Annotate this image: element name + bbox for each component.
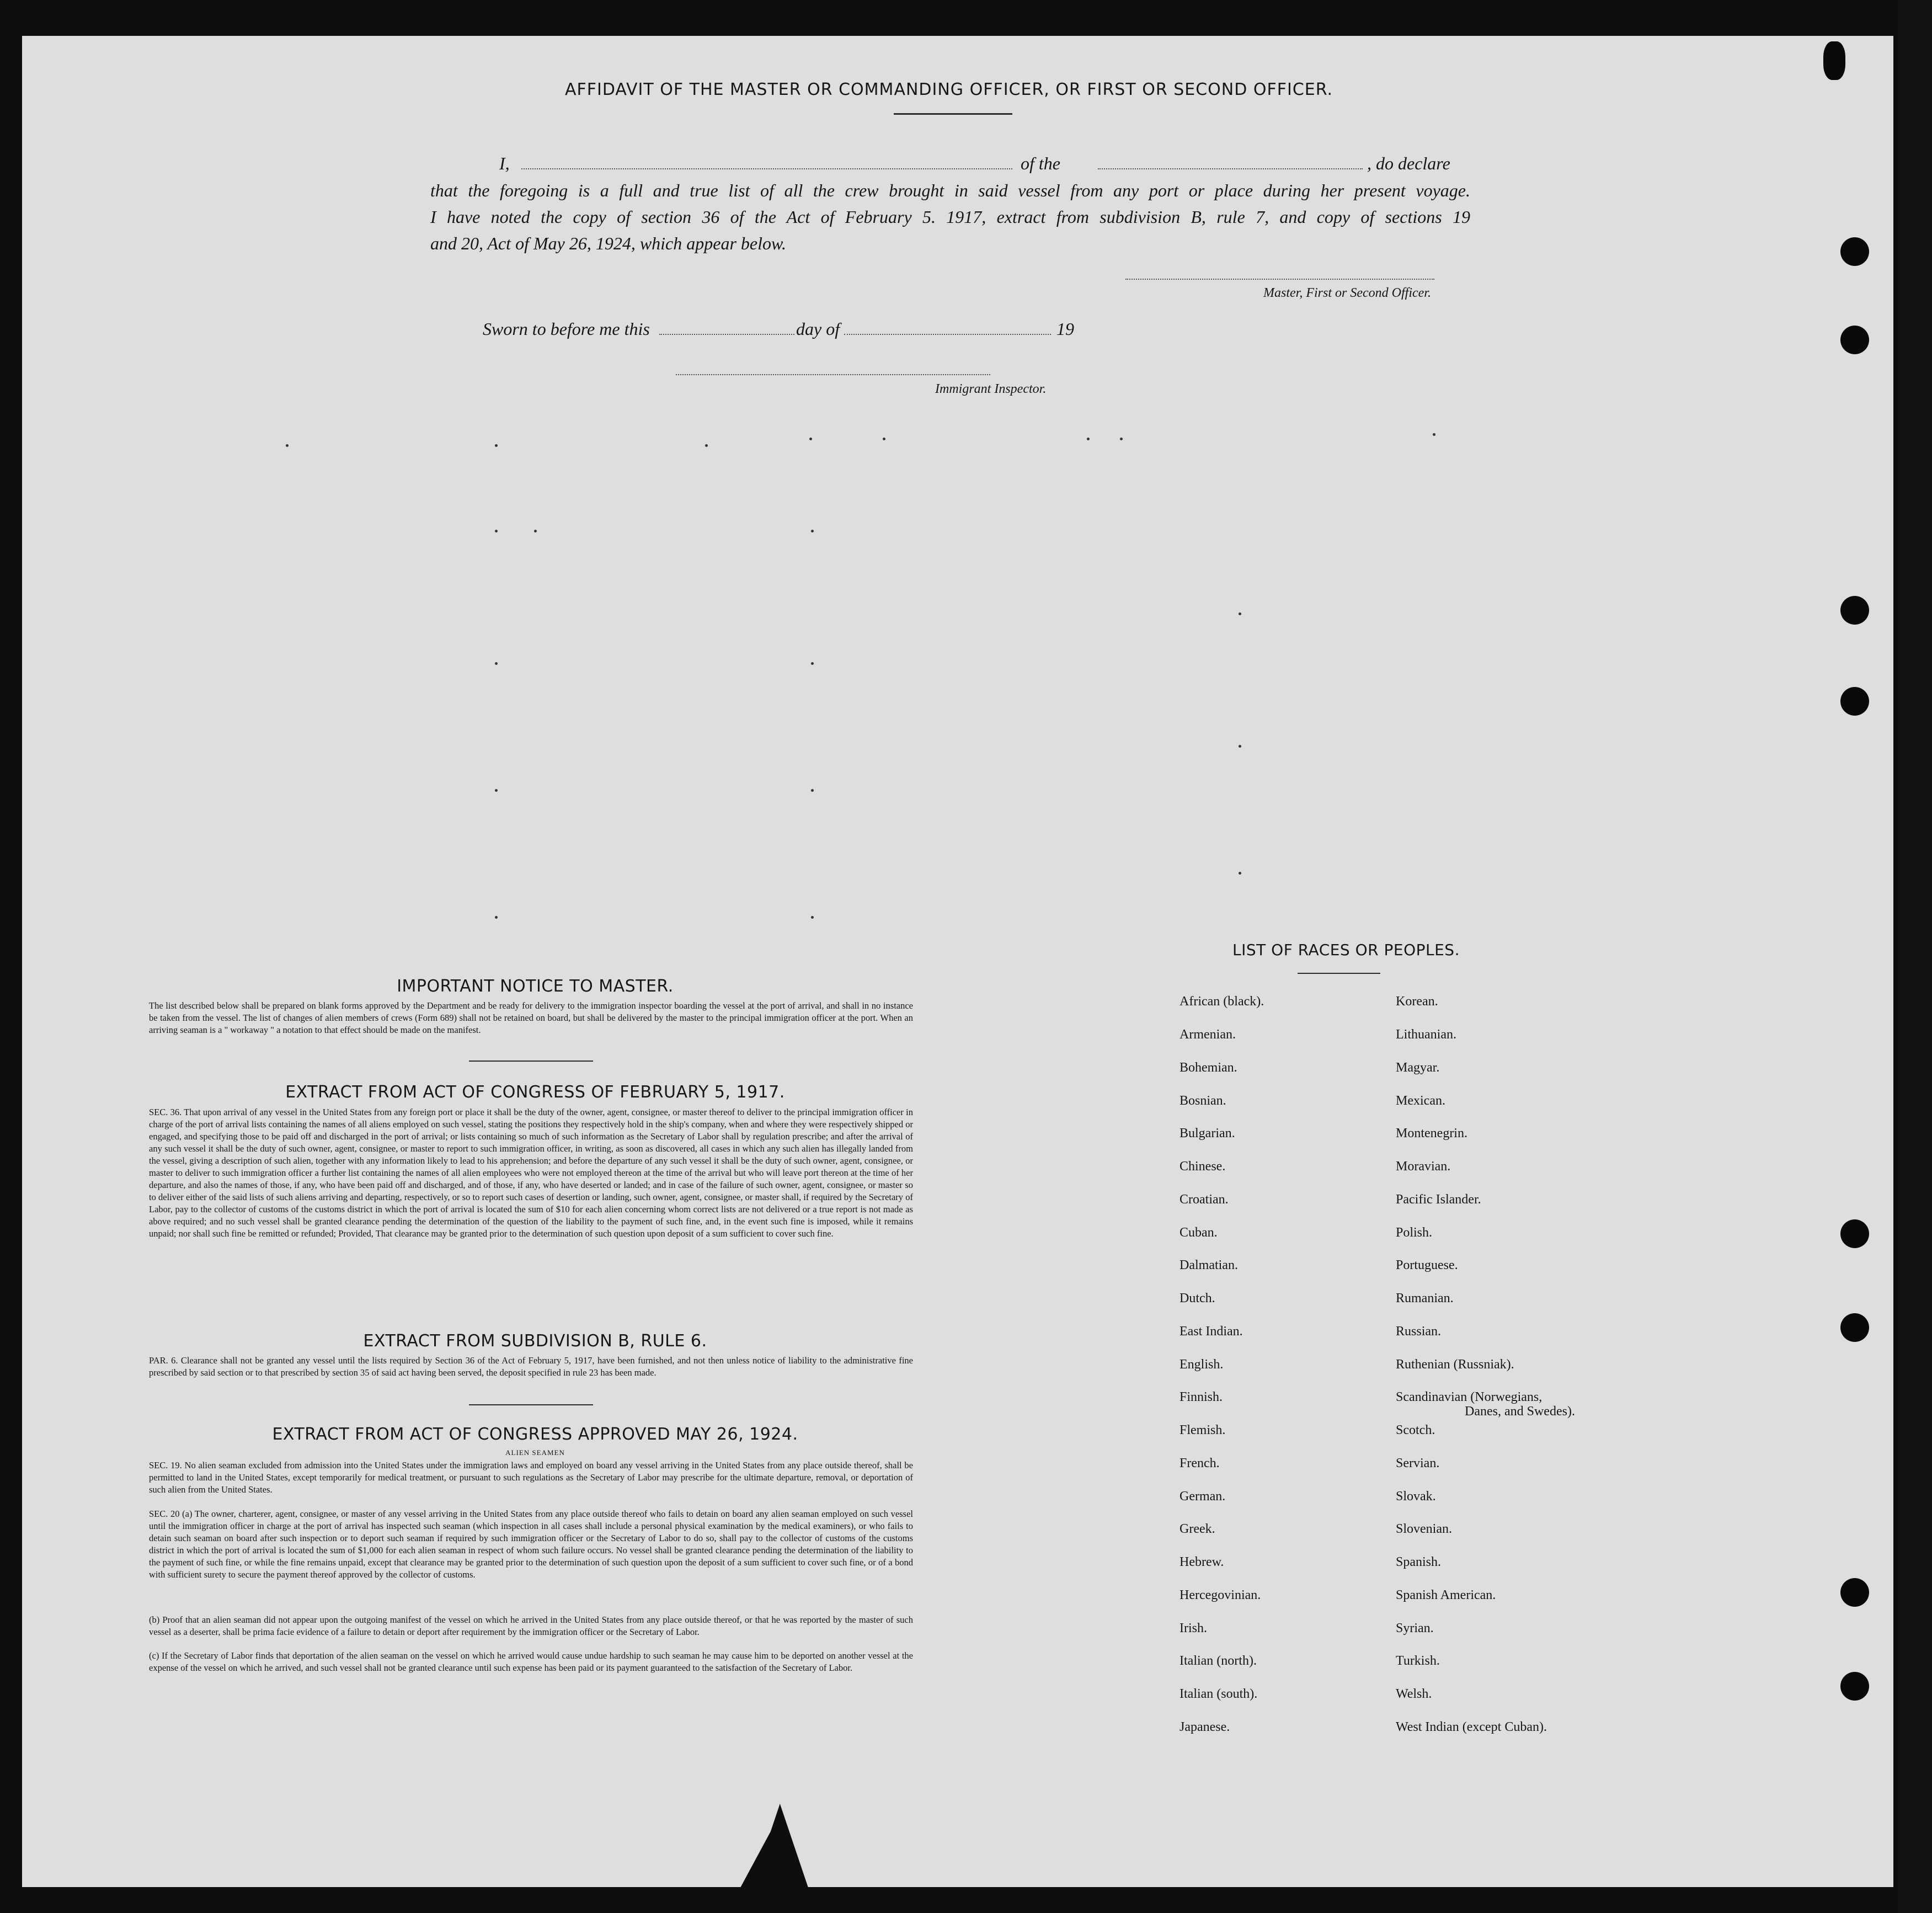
- race-left: Dutch.: [1180, 1291, 1215, 1305]
- affidavit-of-the: of the: [1021, 153, 1060, 173]
- race-right: Scotch.: [1396, 1423, 1435, 1437]
- punch-hole: [1840, 237, 1869, 266]
- faint-mark: [1239, 745, 1241, 748]
- section-rule: [469, 1404, 593, 1405]
- faint-mark: [1120, 438, 1123, 440]
- faint-mark: [811, 662, 814, 665]
- faint-mark: [1239, 612, 1241, 615]
- sworn-day-field[interactable]: [659, 334, 794, 335]
- punch-hole: [1823, 41, 1845, 80]
- race-left: Italian (north).: [1180, 1654, 1257, 1668]
- race-left: African (black).: [1180, 994, 1264, 1009]
- sworn-day-label: day of: [796, 319, 840, 339]
- race-right: Russian.: [1396, 1324, 1442, 1339]
- alien-seamen-subtitle: ALIEN SEAMEN: [505, 1448, 565, 1457]
- race-left: Croatian.: [1180, 1192, 1229, 1207]
- race-right: Magyar.: [1396, 1061, 1440, 1075]
- faint-mark: [495, 530, 498, 532]
- race-right: Polish.: [1396, 1225, 1433, 1240]
- race-left: East Indian.: [1180, 1324, 1243, 1339]
- faint-mark: [1239, 872, 1241, 875]
- race-right: Servian.: [1396, 1456, 1440, 1470]
- race-right: Mexican.: [1396, 1094, 1445, 1108]
- punch-hole: [1840, 1672, 1869, 1701]
- race-right: Scandinavian (Norwegians,: [1396, 1390, 1543, 1404]
- signature-line[interactable]: [1125, 279, 1434, 280]
- faint-mark: [1433, 433, 1435, 436]
- race-right: Montenegrin.: [1396, 1126, 1467, 1141]
- race-right: Slovenian.: [1396, 1522, 1452, 1536]
- race-left: Hebrew.: [1180, 1555, 1224, 1569]
- faint-mark: [811, 530, 814, 532]
- race-left: Italian (south).: [1180, 1687, 1258, 1701]
- race-left: Armenian.: [1180, 1027, 1236, 1042]
- faint-mark: [1087, 438, 1090, 440]
- faint-mark: [495, 662, 498, 665]
- race-left: Bulgarian.: [1180, 1126, 1235, 1141]
- race-right: Pacific Islander.: [1396, 1192, 1481, 1207]
- vessel-field[interactable]: [1098, 168, 1363, 169]
- scan-edge: [1898, 0, 1932, 1913]
- race-left: Finnish.: [1180, 1390, 1223, 1404]
- race-left: Bosnian.: [1180, 1094, 1226, 1108]
- punch-hole: [1840, 596, 1869, 625]
- punch-hole: [1840, 1313, 1869, 1342]
- race-right: West Indian (except Cuban).: [1396, 1720, 1547, 1734]
- extract-1917-body: SEC. 36. That upon arrival of any vessel in the United States from any foreign port or place it shall be the duty of the owner, agent, consignee, or master thereof to deliver to the principal immigration officer in charge of the port of arrival lists containing the names of all aliens employed on such vessel, stating the positions they respectively hold in the ship's company, when and where they were respectively shipped or engaged, and specifying those to be paid off and discharged in the port of arrival; or lists containing so much of such information as the Secretary of Labor shall by regulation prescribe; and after the arrival of any such vessel it shall be the duty of such owner, agent, consignee, or master to report to such immigration officer, in writing, as soon as discovered, all cases in which any such alien has illegally landed from the vessel, giving a description of such alien, together with any information likely to lead to his apprehension; and before the departure of any such vessel it shall be the duty of such owner, agent, consignee, or master to deliver to such immigration officer a further list containing the names of all alien employees who were not employed thereon at the time of the arrival but who will leave port thereon at the time of her departure, and also the names of those, if any, who have been paid off and discharged, and of those, if any, who have deserted or landed; and in case of the failure of such owner, agent, consignee, or master so to deliver either of the said lists of such aliens arriving and departing, respectively, or so to report such cases of desertion or landing, such owner, agent, consignee, or master shall, if required by the Secretary of Labor, pay to the collector of customs of the customs district in which the port of arrival is located the sum of $10 for each alien concerning whom correct lists are not delivered or a true report is not made as above required; and no such vessel shall be granted clearance pending the determination of the question of the liability to the payment of such fine, and, in the event such fine is imposed, while it remains unpaid; nor shall such fine be remitted or refunded; Provided, That clearance may be granted prior to the determination of such question upon deposit of a sum sufficient to cover such fine.: [149, 1107, 913, 1239]
- races-rule: [1298, 973, 1380, 974]
- race-right: Turkish.: [1396, 1654, 1440, 1668]
- document-page: [22, 36, 1893, 1887]
- inspector-line[interactable]: [676, 374, 990, 375]
- faint-mark: [811, 789, 814, 792]
- extract-rule6-body: PAR. 6. Clearance shall not be granted any vessel until the lists required by Section 36 of the Act of February 5, 1917, have been furnished, and not then unless notice of liability to the administrative fine prescribed by said section or to that prescribed by section 35 of said act having been served, the deposit specified in rule 23 has been made.: [149, 1355, 913, 1378]
- race-left: English.: [1180, 1357, 1224, 1372]
- name-field[interactable]: [521, 168, 1012, 169]
- extract-1924-title: EXTRACT FROM ACT OF CONGRESS APPROVED MAY 26, 1924.: [272, 1425, 798, 1444]
- race-left: Cuban.: [1180, 1225, 1218, 1240]
- race-right: Korean.: [1396, 994, 1438, 1009]
- notice-title: IMPORTANT NOTICE TO MASTER.: [397, 977, 674, 996]
- faint-mark: [811, 916, 814, 919]
- affidavit-i: I,: [499, 153, 510, 173]
- extract-rule6-title: EXTRACT FROM SUBDIVISION B, RULE 6.: [363, 1331, 707, 1351]
- faint-mark: [495, 916, 498, 919]
- race-left: Japanese.: [1180, 1720, 1230, 1734]
- faint-mark: [495, 444, 498, 447]
- notice-body: The list described below shall be prepared on blank forms approved by the Department and be ready for delivery to the immigration inspector boarding the vessel at the port of arrival, and shall in no instance be taken from the vessel. The list of changes of alien members of crews (Form 689) shall not be retained on board, but shall be delivered by the master to the principal immigration officer at the port. When an arriving seaman is a " workaway " a notation to that effect should be made on the manifest.: [149, 1000, 913, 1035]
- race-left: Greek.: [1180, 1522, 1215, 1536]
- sec20c-body: (c) If the Secretary of Labor finds that deportation of the alien seaman on the vessel on which he arrived would cause undue hardship to such seaman he may cause him to be deported on another vessel at the expense of the vessel on which he arrived, and such vessel shall not be granted clearance until such expense has been paid or its payment guaranteed to the satisfaction of the Secretary of Labor.: [149, 1650, 913, 1673]
- faint-mark: [705, 444, 708, 447]
- sworn-month-field[interactable]: [844, 334, 1051, 335]
- race-right: Spanish American.: [1396, 1588, 1496, 1602]
- punch-hole: [1840, 687, 1869, 716]
- sec19-body: SEC. 19. No alien seaman excluded from admission into the United States under the immigration laws and employed on board any vessel arriving in the United States from any place outside thereof, shall be permitted to land in the United States, except temporarily for medical treatment, or pursuant to such regulations as the Secretary of Labor may prescribe for the ultimate departure, removal, or deportation of such alien from the United States.: [149, 1460, 913, 1495]
- race-right: Portuguese.: [1396, 1258, 1458, 1272]
- race-right: Ruthenian (Russniak).: [1396, 1357, 1514, 1372]
- race-right: Moravian.: [1396, 1159, 1451, 1174]
- faint-mark: [883, 438, 885, 440]
- race-right: Spanish.: [1396, 1555, 1442, 1569]
- extract-1917-title: EXTRACT FROM ACT OF CONGRESS OF FEBRUARY 5, 1917.: [285, 1083, 785, 1102]
- race-left: Hercegovinian.: [1180, 1588, 1261, 1602]
- faint-mark: [809, 438, 812, 440]
- affidavit-line4: and 20, Act of May 26, 1924, which appear below.: [430, 233, 786, 253]
- race-right: Lithuanian.: [1396, 1027, 1456, 1042]
- race-left: Chinese.: [1180, 1159, 1226, 1174]
- faint-mark: [534, 530, 537, 532]
- race-left: Irish.: [1180, 1621, 1207, 1635]
- race-right: Slovak.: [1396, 1489, 1436, 1504]
- punch-hole: [1840, 1578, 1869, 1607]
- inspector-label: Immigrant Inspector.: [935, 382, 1047, 396]
- sec20a-body: SEC. 20 (a) The owner, charterer, agent, consignee, or master of any vessel arriving in the United States from any place outside thereof who fails to detain on board any alien seaman employed on such vessel until the immigration officer in charge at the port of arrival has inspected such seaman (which inspection in all cases shall include a personal physical examination by the medical examiners), or who fails to detain such seaman on board after such inspection or to deport such seaman if required by such immigration officer or the Secretary of Labor to do so, shall pay to the collector of customs of the customs district in which the port of arrival is located the sum of $1,000 for each alien seaman in respect of whom such failure occurs. No vessel shall be granted clearance pending the determination of the liability to the payment of such fine, or while the fine remains unpaid, except that clearance may be granted prior to the determination of such question upon the deposit of a sum sufficient to cover such fine, or of a bond with sufficient surety to secure the payment thereof approved by the collector of customs.: [149, 1509, 913, 1580]
- punch-hole: [1840, 326, 1869, 354]
- faint-mark: [286, 444, 289, 447]
- affidavit-title: AFFIDAVIT OF THE MASTER OR COMMANDING OFFICER, OR FIRST OR SECOND OFFICER.: [564, 80, 1333, 99]
- affidavit-declare: , do declare: [1367, 153, 1450, 173]
- race-left: German.: [1180, 1489, 1226, 1504]
- sworn-year: 19: [1056, 319, 1074, 339]
- race-right: Rumanian.: [1396, 1291, 1454, 1305]
- affidavit-line2: that the foregoing is a full and true list of all the crew brought in said vessel from any port or place during her present voyage.: [430, 180, 1470, 200]
- faint-mark: [495, 789, 498, 792]
- sec20b-body: (b) Proof that an alien seaman did not appear upon the outgoing manifest of the vessel on which he arrived in the United States from any place outside thereof, or that he was reported by the master of such vessel as a deserter, shall be prima facie evidence of a failure to detain or deport after requirement by the immigration officer or the Secretary of Labor.: [149, 1614, 913, 1637]
- punch-hole: [1840, 1219, 1869, 1248]
- race-right: Syrian.: [1396, 1621, 1434, 1635]
- section-rule: [469, 1061, 593, 1062]
- signature-label: Master, First or Second Officer.: [1263, 286, 1431, 300]
- title-rule: [894, 113, 1012, 115]
- race-left: Dalmatian.: [1180, 1258, 1238, 1272]
- sworn-text: Sworn to before me this: [483, 319, 650, 339]
- race-left: French.: [1180, 1456, 1220, 1470]
- races-title: LIST OF RACES OR PEOPLES.: [1232, 941, 1460, 959]
- race-left: Bohemian.: [1180, 1061, 1237, 1075]
- race-right: Welsh.: [1396, 1687, 1432, 1701]
- race-right-continued: Danes, and Swedes).: [1465, 1404, 1575, 1419]
- race-left: Flemish.: [1180, 1423, 1226, 1437]
- affidavit-line3: I have noted the copy of section 36 of the Act of February 5. 1917, extract from subdivision B, rule 7, and copy of sections 19: [430, 207, 1470, 227]
